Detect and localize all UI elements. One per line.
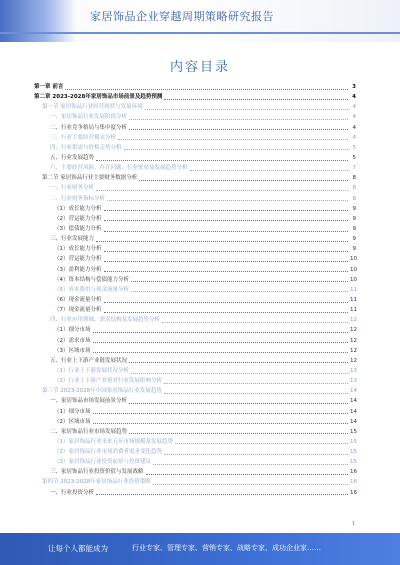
toc-entry[interactable] xyxy=(34,386,356,396)
toc-entry-page: 12 xyxy=(350,317,357,324)
toc-leader-dots xyxy=(146,474,348,475)
toc-leader-dots xyxy=(131,281,348,282)
toc-leader-dots xyxy=(104,271,349,272)
toc-entry-label: 四、行业供需与价格走势分析 xyxy=(50,144,122,151)
toc-entry-page: 9 xyxy=(352,215,356,222)
toc-leader-dots xyxy=(164,454,348,455)
toc-entry[interactable] xyxy=(34,336,356,346)
toc-entry-page: 8 xyxy=(352,175,356,182)
toc-entry-label: 五、行业上下游产业链发展状况 xyxy=(50,357,128,364)
footer-tagline: 行业专家、管理专家、营销专家、战略专家、成功企业家…… xyxy=(132,544,321,552)
toc-leader-dots xyxy=(93,332,349,333)
toc-entry[interactable] xyxy=(34,133,356,143)
toc-leader-dots xyxy=(93,352,349,353)
toc-leader-dots xyxy=(104,231,349,232)
toc-entry-page: 16 xyxy=(350,479,357,486)
page-number: 1 xyxy=(352,521,356,527)
toc-entry-page: 4 xyxy=(352,94,356,101)
toc-entry[interactable] xyxy=(34,285,356,295)
toc-heading: 内容目录 xyxy=(169,60,230,75)
toc-entry-label: （1）家居饰品行业未来五年市场规模及发展趋势 xyxy=(54,438,174,445)
toc-entry-page: 8 xyxy=(352,195,356,202)
toc-entry[interactable] xyxy=(34,457,356,467)
toc-entry-page: 10 xyxy=(350,256,357,263)
toc-entry-label: 第二节 家居饰品行业主要财务数据分析 xyxy=(42,175,138,182)
toc-leader-dots xyxy=(139,180,348,181)
toc-entry[interactable] xyxy=(34,346,356,356)
toc-leader-dots xyxy=(104,251,349,252)
toc-entry-page: 12 xyxy=(350,327,357,334)
toc-leader-dots xyxy=(162,322,348,323)
toc-entry[interactable] xyxy=(34,204,356,214)
toc-entry-label: 一、行业投资分析 xyxy=(50,489,95,496)
toc-entry-label: （1）成长能力分析 xyxy=(54,205,102,212)
toc-entry[interactable] xyxy=(34,123,356,133)
toc-entry[interactable] xyxy=(34,234,356,244)
toc-entry-label: （2）营运能力分析 xyxy=(54,215,102,222)
toc-entry-page: 5 xyxy=(352,144,356,151)
toc-entry[interactable] xyxy=(34,427,356,437)
toc-leader-dots xyxy=(104,312,349,313)
toc-entry[interactable] xyxy=(34,315,356,325)
toc-entry-label: （2）行业上下游产业链对行业发展影响分析 xyxy=(54,378,163,385)
toc-leader-dots xyxy=(118,139,348,140)
toc-entry-page: 12 xyxy=(350,347,357,354)
toc-entry[interactable] xyxy=(34,366,356,376)
toc-entry[interactable] xyxy=(34,214,356,224)
toc-entry-label: （3）盈利能力分析 xyxy=(54,266,102,273)
toc-entry-page: 4 xyxy=(352,114,356,121)
toc-entry[interactable] xyxy=(34,173,356,183)
table-of-contents xyxy=(34,82,356,498)
toc-entry[interactable] xyxy=(34,143,356,153)
toc-entry[interactable] xyxy=(34,417,356,427)
toc-entry-page: 14 xyxy=(350,408,357,415)
toc-leader-dots xyxy=(65,89,348,90)
toc-entry-label: 第一章 前言 xyxy=(34,84,64,90)
toc-entry[interactable] xyxy=(34,254,356,264)
toc-entry-label: 第二章 2023-2028年家居饰品市场前景及趋势预测 xyxy=(34,94,163,101)
toc-entry-label: 第三节 2023-2028年中国家居饰品行业发展趋势 xyxy=(42,388,162,395)
toc-entry-page: 14 xyxy=(350,388,357,395)
toc-entry-label: 一、行业财务分析 xyxy=(50,185,95,192)
toc-entry-label: 四、行业应用领域、需求结构及发展趋势分析 xyxy=(50,317,161,324)
toc-leader-dots xyxy=(164,99,348,100)
toc-entry-page: 8 xyxy=(352,185,356,192)
toc-leader-dots xyxy=(96,494,348,495)
toc-entry-label: （6）现金流量分析 xyxy=(54,296,102,303)
toc-leader-dots xyxy=(153,464,348,465)
toc-entry-label: （3）偿债能力分析 xyxy=(54,225,102,232)
toc-entry-label: 三、行业发展能力 xyxy=(50,236,95,243)
toc-entry-page: 9 xyxy=(352,205,356,212)
toc-leader-dots xyxy=(124,149,348,150)
toc-entry[interactable] xyxy=(34,92,356,102)
toc-entry-page: 9 xyxy=(352,246,356,253)
toc-leader-dots xyxy=(93,342,349,343)
toc-leader-dots xyxy=(131,373,348,374)
toc-entry-page: 16 xyxy=(350,469,357,476)
toc-entry[interactable] xyxy=(34,295,356,305)
toc-leader-dots xyxy=(96,241,348,242)
toc-entry-label: 六、主要经营风险、存在问题、行业壁垒及发展趋势分析 xyxy=(50,165,188,172)
toc-entry-page: 11 xyxy=(350,286,357,293)
toc-leader-dots xyxy=(96,160,348,161)
toc-entry-page: 4 xyxy=(352,134,356,141)
toc-entry[interactable] xyxy=(34,447,356,457)
toc-entry-page: 12 xyxy=(350,337,357,344)
toc-entry-page: 10 xyxy=(350,266,357,273)
toc-entry-page: 9 xyxy=(352,225,356,232)
toc-entry-page: 13 xyxy=(350,367,357,374)
toc-entry[interactable] xyxy=(34,396,356,406)
toc-leader-dots xyxy=(129,129,348,130)
toc-entry[interactable] xyxy=(34,194,356,204)
toc-entry-page: 16 xyxy=(350,489,357,496)
toc-entry[interactable] xyxy=(34,305,356,315)
toc-entry-label: 三、家居饰品行业投资价值与发展战略 xyxy=(50,469,144,476)
toc-entry[interactable] xyxy=(34,467,356,477)
toc-entry[interactable] xyxy=(34,244,356,254)
toc-leader-dots xyxy=(129,403,348,404)
toc-entry-label: （4）资本结构与偿债能力分析 xyxy=(54,276,130,283)
footer-band xyxy=(0,533,400,565)
toc-entry-page: 12 xyxy=(350,357,357,364)
toc-entry[interactable] xyxy=(34,407,356,417)
toc-entry-page: 7 xyxy=(352,165,356,172)
toc-entry-label: （1）成长能力分析 xyxy=(54,246,102,253)
toc-entry-label: 第一节 家居饰品行业经营现状与发展环境 xyxy=(42,104,143,111)
toc-entry-page: 10 xyxy=(350,276,357,283)
toc-entry-label: 二、行业财务指标分析 xyxy=(50,195,106,202)
toc-leader-dots xyxy=(129,362,348,363)
toc-entry-label: 第四节 2023-2028年家居饰品行业投资策略 xyxy=(42,479,151,486)
toc-entry[interactable] xyxy=(34,325,356,335)
toc-entry[interactable] xyxy=(34,437,356,447)
toc-leader-dots xyxy=(107,200,348,201)
toc-entry-page: 11 xyxy=(350,307,357,314)
toc-entry-label: （2）家居饰品行业市场消费者需求变化趋势 xyxy=(54,449,163,456)
toc-entry[interactable] xyxy=(34,275,356,285)
toc-entry-label: （7）现金流量分析 xyxy=(54,307,102,314)
toc-entry[interactable] xyxy=(34,224,356,234)
toc-leader-dots xyxy=(190,170,348,171)
header-rule xyxy=(0,32,400,34)
toc-entry[interactable] xyxy=(34,356,356,366)
toc-entry-page: 13 xyxy=(350,378,357,385)
toc-entry-page: 15 xyxy=(350,428,357,435)
toc-entry[interactable] xyxy=(34,183,356,193)
toc-leader-dots xyxy=(104,261,349,262)
toc-entry[interactable] xyxy=(34,477,356,487)
toc-entry[interactable] xyxy=(34,112,356,122)
toc-entry-page: 14 xyxy=(350,418,357,425)
toc-entry-label: 二、行业竞争格局与集中度分析 xyxy=(50,124,128,131)
toc-entry-label: （1）行业上下游发展状况分析 xyxy=(54,367,130,374)
toc-leader-dots xyxy=(93,413,349,414)
report-title: 家居饰品企业穿越周期策略研究报告 xyxy=(90,10,274,23)
toc-entry-page: 3 xyxy=(352,84,356,90)
toc-leader-dots xyxy=(129,119,348,120)
toc-leader-dots xyxy=(104,210,349,211)
toc-leader-dots xyxy=(93,423,349,424)
toc-entry-label: （2）区域市场 xyxy=(54,418,91,425)
toc-leader-dots xyxy=(96,190,348,191)
toc-entry-label: （3）家居饰品行业投资前景与投资建议 xyxy=(54,459,152,466)
toc-entry[interactable] xyxy=(34,82,356,92)
toc-leader-dots xyxy=(104,302,349,303)
toc-leader-dots xyxy=(131,291,348,292)
toc-leader-dots xyxy=(104,220,349,221)
toc-leader-dots xyxy=(153,484,348,485)
toc-entry-page: 4 xyxy=(352,104,356,111)
toc-entry-label: （2）需求市场 xyxy=(54,337,91,344)
toc-entry-page: 15 xyxy=(350,449,357,456)
header-banner xyxy=(0,0,400,42)
toc-leader-dots xyxy=(175,443,348,444)
toc-entry-label: 一、家居饰品行业发展阶段分析 xyxy=(50,114,128,121)
toc-entry-page: 9 xyxy=(352,236,356,243)
toc-entry-label: 五、行业发展趋势 xyxy=(50,154,95,161)
toc-entry-label: （5）成本费用与现金流量分析 xyxy=(54,286,130,293)
toc-leader-dots xyxy=(129,433,348,434)
toc-entry-page: 15 xyxy=(350,459,357,466)
toc-entry[interactable] xyxy=(34,153,356,163)
toc-entry-page: 5 xyxy=(352,154,356,161)
toc-entry-page: 15 xyxy=(350,438,357,445)
toc-entry-label: 一、家居饰品市场发展前景分析 xyxy=(50,398,128,405)
toc-entry[interactable] xyxy=(34,488,356,498)
toc-entry-page: 4 xyxy=(352,124,356,131)
toc-entry-label: （3）区域市场 xyxy=(54,347,91,354)
toc-leader-dots xyxy=(164,393,348,394)
toc-entry-page: 11 xyxy=(350,296,357,303)
toc-entry[interactable] xyxy=(34,102,356,112)
toc-entry[interactable] xyxy=(34,163,356,173)
footer-slogan: 让每个人都能成为 xyxy=(48,544,108,553)
toc-entry-label: （1）细分市场 xyxy=(54,327,91,334)
toc-leader-dots xyxy=(164,383,348,384)
toc-entry-label: 二、家居饰品行业市场发展趋势 xyxy=(50,428,128,435)
toc-leader-dots xyxy=(145,109,348,110)
toc-entry-label: （1）细分市场 xyxy=(54,408,91,415)
toc-entry-label: （2）营运能力分析 xyxy=(54,256,102,263)
header-accent xyxy=(0,0,76,42)
toc-entry[interactable] xyxy=(34,265,356,275)
toc-entry-page: 14 xyxy=(350,398,357,405)
toc-entry[interactable] xyxy=(34,376,356,386)
toc-entry-label: 三、行业主要经营模式分析 xyxy=(50,134,117,141)
